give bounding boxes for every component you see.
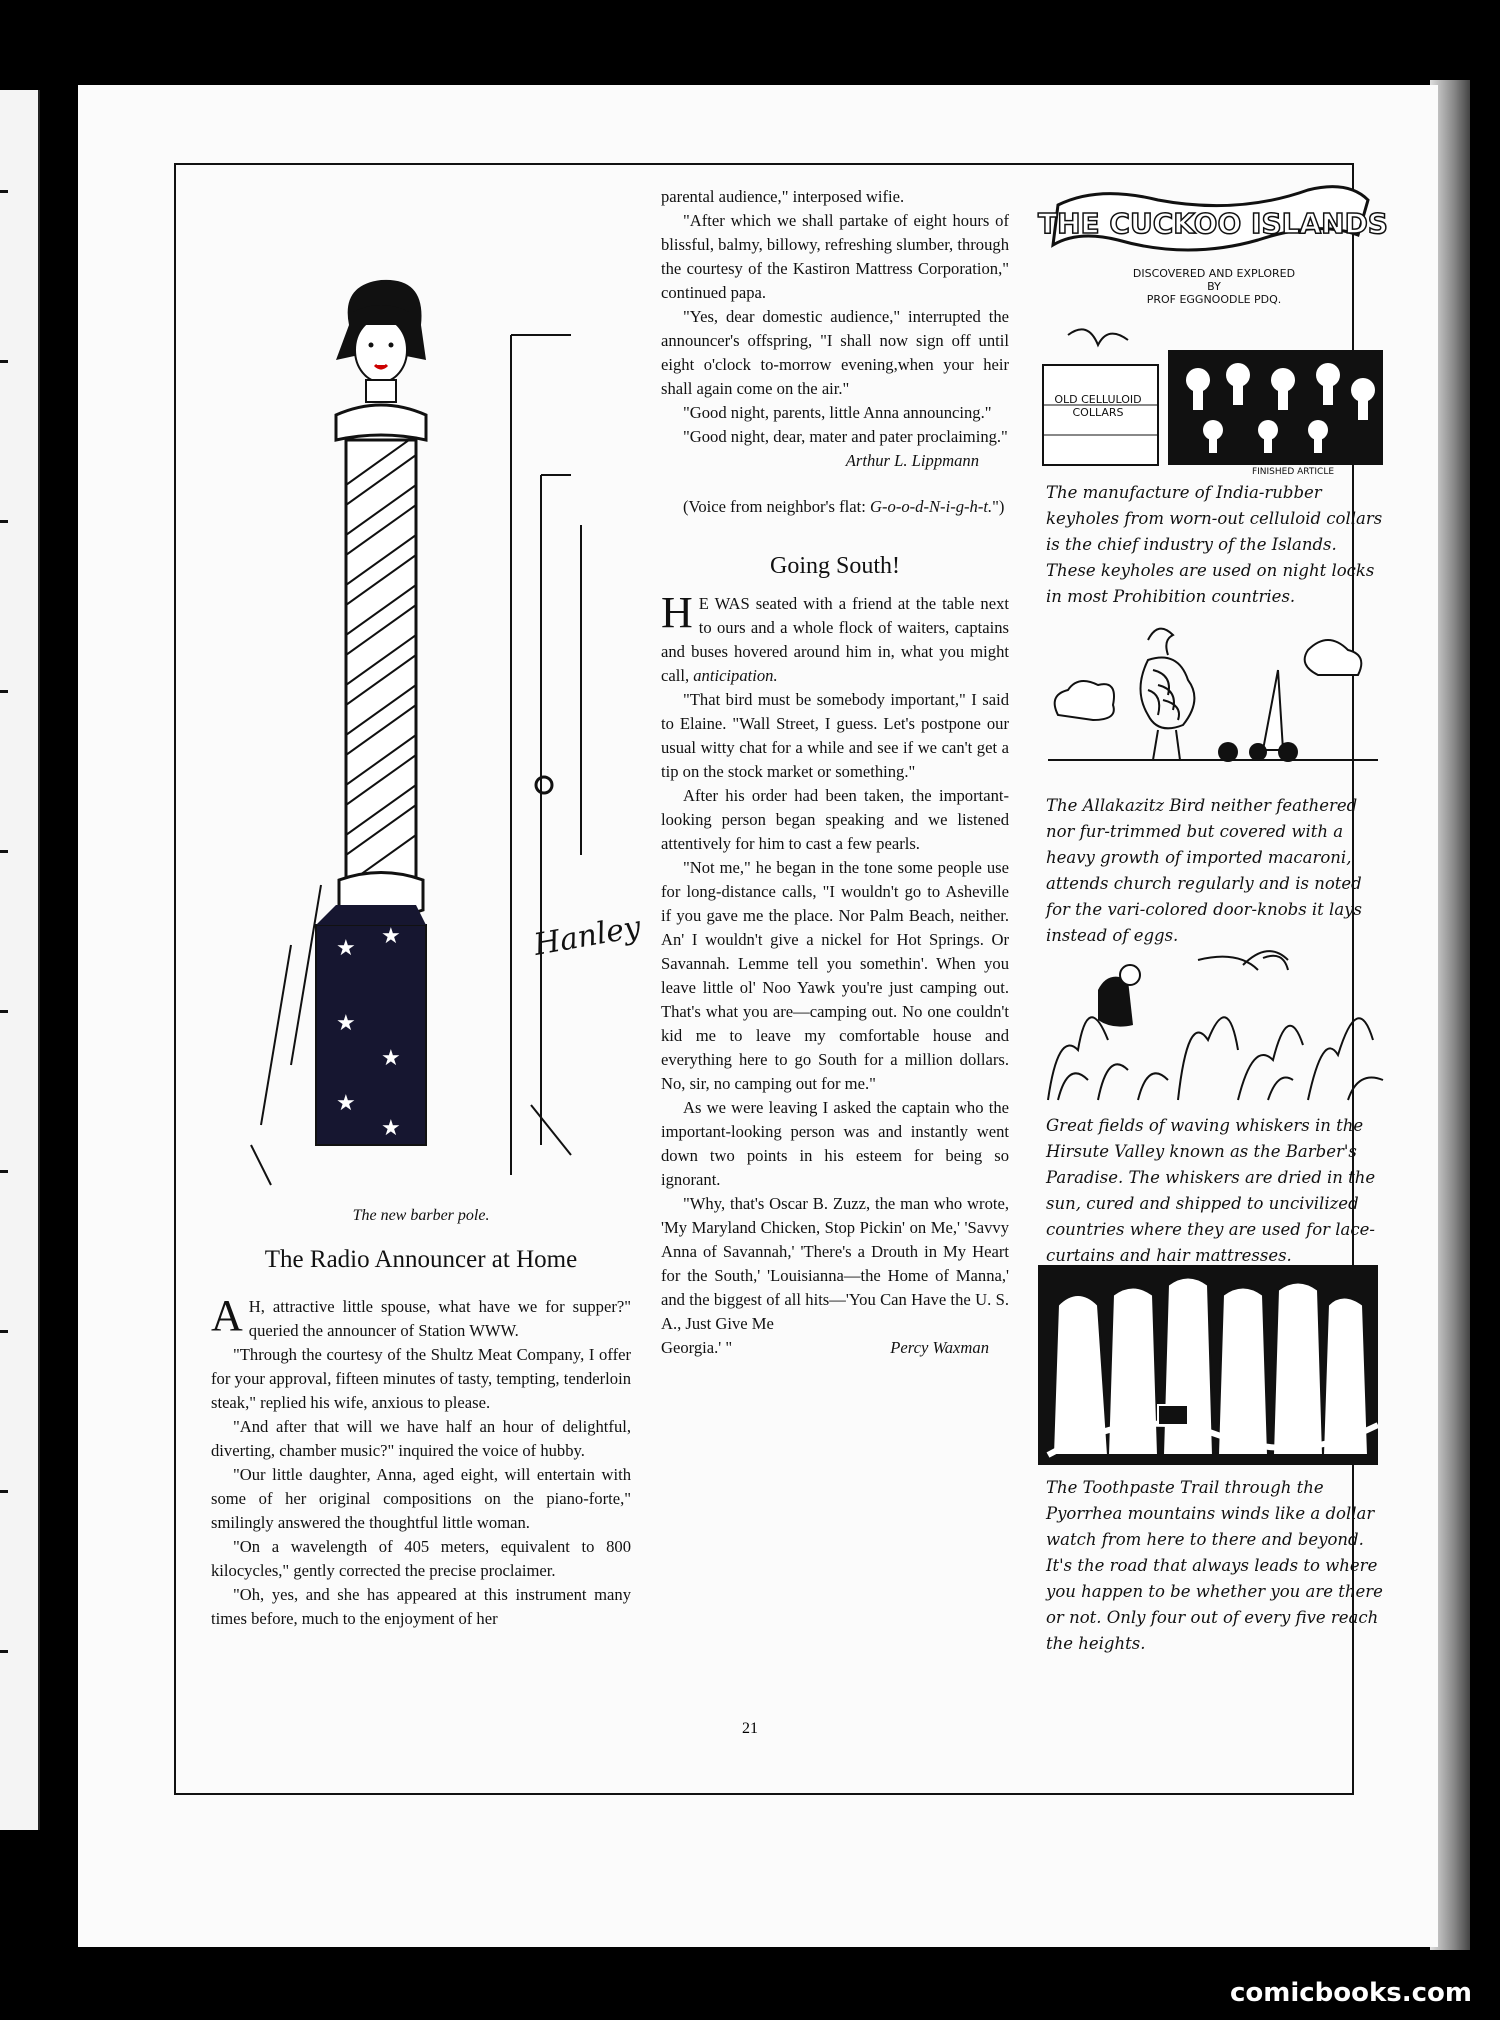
svg-text:★: ★ [381,1046,401,1071]
whisker-fields-illustration [1038,930,1390,1105]
going-paragraph: "Why, that's Oscar B. Zuzz, the man who wrote, 'My Maryland Chicken, Stop Pickin' on Me,' 'Savvy Anna of Savannah,' 'There's a Drouth in My Heart for the South,' 'Louisianna—the Home of Manna,' and the biggest of all hits—'You Can Have the U. S. A., Just Give Me [661,1194,1009,1333]
going-paragraph: After his order had been taken, the important-looking person began speaking and we listened attentively for him to cast a few pearls. [661,786,1009,853]
allakazitz-bird-illustration [1038,620,1390,785]
banner-subtitle: DISCOVERED AND EXPLORED BY PROF EGGNOODLE PDQ. [1132,267,1296,306]
going-author: Percy Waxman [890,1338,989,1357]
going-last-line: Georgia.' " Percy Waxman [661,1336,1009,1360]
radio-paragraph: "Yes, dear domestic audience," interrupted the announcer's offspring, "I shall now sign off until eight o'clock to-morrow evening,when your heir shall again come on the air." [661,307,1009,398]
going-paragraph: "That bird must be somebody important," I said to Elaine. "Wall Street, I guess. Let's postpone our usual witty chat for a while and see if we can't get a tip on the stock market or something." [661,690,1009,781]
toothpaste-trail-illustration [1038,1265,1390,1465]
finished-article-label: FINISHED ARTICLE [1251,467,1335,477]
svg-text:★: ★ [381,924,401,949]
going-paragraph: "Not me," he began in the tone some people use for long-distance calls, "I wouldn't go to Asheville if you gave me the place. Nor Palm Beach, neither. An' I wouldn't give a nickel for Hot Springs. Or Savannah. Lemme tell you somethin'. When you leave little ol' Noo Yawk you're just camping out. That's what you are—camping out. No one couldn't kid me to leave my comfortable house and everything here to go South for a million dollars. No, sir, no camping out for me." [661,858,1009,1093]
radio-paragraph: H, attractive little spouse, what have we for supper?" queried the announcer of Station WWW. [248,1297,631,1340]
watermark: comicbooks.com [1229,1978,1472,2008]
cuckoo-banner [1038,175,1390,275]
going-paragraph: H E WAS seated with a friend at the table next to ours and a whole flock of waiters, captains and buses hovered around him in, what you might call, anticipation. [661,588,1009,685]
radio-paragraph: "Good night, dear, mater and pater proclaiming." [683,427,1008,446]
bird-caption: The Allakazitz Bird neither feathered nor fur-trimmed but covered with a heavy growth of imported macaroni, attends church regularly and is noted for the vari-colored door-knobs it lays instead of eggs. [1046,796,1362,945]
radio-author: Arthur L. Lippmann [845,451,979,470]
radio-paragraph: "Through the courtesy of the Shultz Meat Company, I offer for your approval, fifteen minutes of tasty, tempting, tenderloin steak," replied his wife, anxious to please. [211,1345,631,1412]
voice-line: (Voice from neighbor's flat: G-o-o-d-N-i-g-h-t.") [683,497,1005,516]
banner-title: THE CUCKOO ISLANDS [1038,207,1388,240]
radio-paragraph: "After which we shall partake of eight hours of blissful, balmy, billowy, refreshing slumber, through the courtesy of the Kastiron Mattress Corporation," continued papa. [661,211,1009,302]
artist-signature: Hanley [531,909,644,963]
page-number: 21 [742,1720,758,1737]
radio-paragraph: parental audience," interposed wifie. [661,187,905,206]
radio-paragraph: "Good night, parents, little Anna announcing." [683,403,992,422]
left-page-edge [0,90,40,1830]
svg-text:★: ★ [381,1116,401,1141]
radio-paragraph: "Our little daughter, Anna, aged eight, will entertain with some of her original compositions on the piano-forte," smilingly answered the thoughtful little woman. [211,1465,631,1532]
keyhole-caption: The manufacture of India-rubber keyholes from worn-out celluloid collars is the chief industry of the Islands. These keyholes are used on night locks in most Prohibition countries. [1046,483,1383,606]
barber-pole-drawing [211,185,644,1195]
radio-paragraph: "On a wavelength of 405 meters, equivalent to 800 kilocycles," gently corrected the precise proclaimer. [211,1537,631,1580]
collar-box-label: OLD CELLULOID COLLARS [1054,393,1142,419]
radio-article-body [211,1291,631,1631]
radio-paragraph: "And after that will we have half an hour of delightful, diverting, chamber music?" inquired the voice of hubby. [211,1417,631,1460]
svg-text:★: ★ [336,936,356,961]
going-paragraph: As we were leaving I asked the captain who the important-looking person was and instantly went down two points in his esteem for being so ignorant. [661,1098,1009,1189]
barber-pole-caption: The new barber pole. [352,1207,490,1224]
dropcap-a: A [211,1291,243,1340]
svg-text:★: ★ [336,1011,356,1036]
column-middle [661,185,1009,1360]
barber-pole-illustration [211,185,644,1195]
toothpaste-caption: The Toothpaste Trail through the Pyorrhea mountains winds like a dollar watch from here to there and beyond. It's the road that always leads to where you happen to be whether you are there or not. Only four out of every five reach the heights. [1046,1478,1383,1653]
magazine-page [78,85,1438,1947]
whisker-caption: Great fields of waving whiskers in the Hirsute Valley known as the Barber's Paradise. The whiskers are dried in the sun, cured and shipped to uncivilized countries where they are used for lace-curtains and hair mattresses. [1046,1116,1376,1265]
radio-paragraph: "Oh, yes, and she has appeared at this instrument many times before, much to the enjoyment of her [211,1585,631,1628]
going-south-title: Going South! [769,553,900,579]
dropcap-h: H [661,588,693,637]
radio-article-heading [211,1213,631,1275]
radio-article-title: The Radio Announcer at Home [264,1246,578,1273]
svg-text:★: ★ [336,1091,356,1116]
